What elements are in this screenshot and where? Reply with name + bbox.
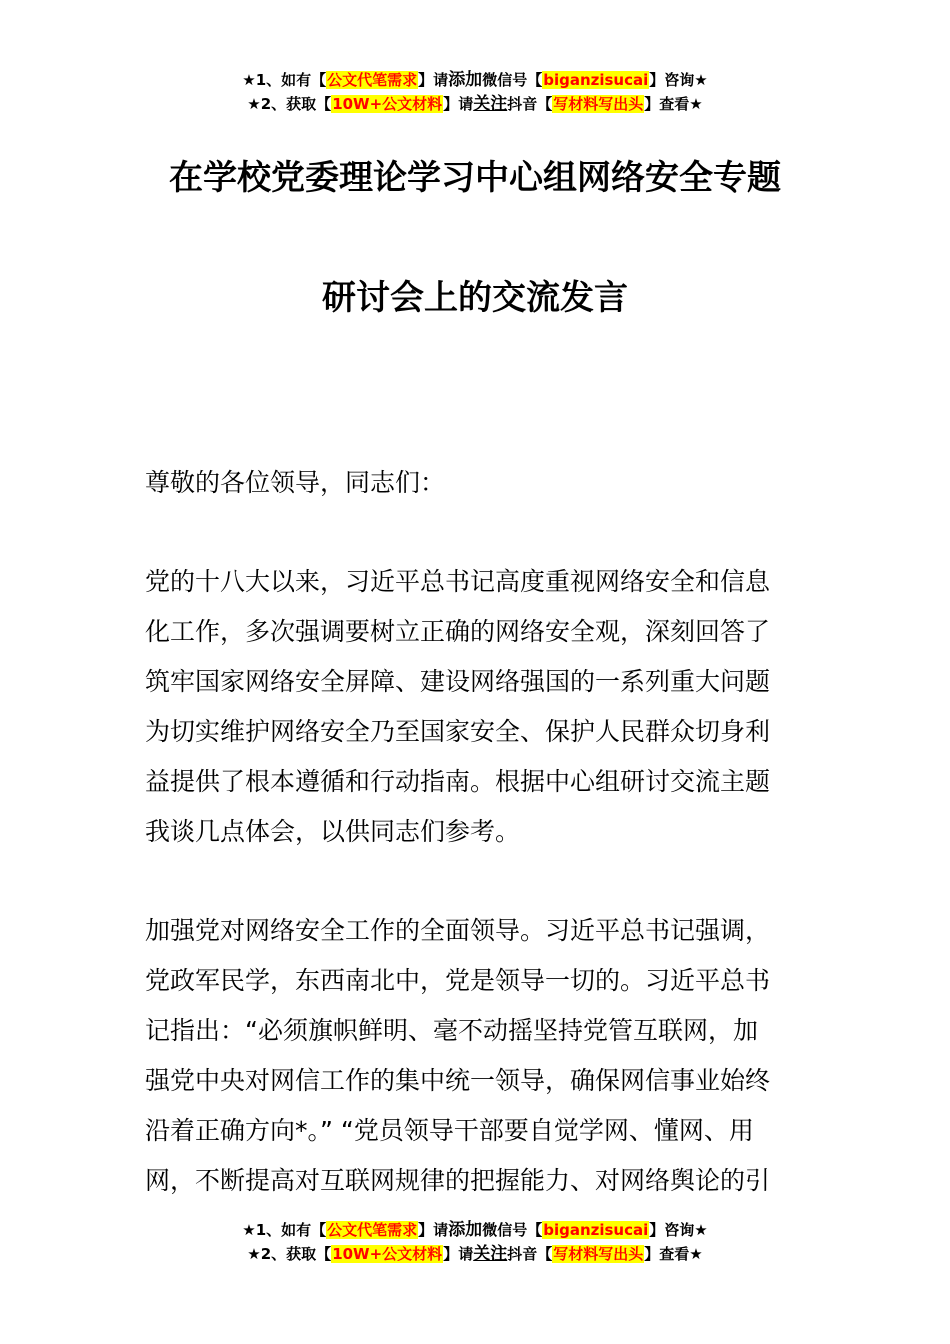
paragraph-line: 益提供了根本遵循和行动指南。根据中心组研讨交流主题: [145, 767, 771, 796]
paragraph-line: 网，不断提高对互联网规律的把握能力、对网络舆论的引: [145, 1166, 771, 1195]
promo-banner-top: [0, 69, 950, 117]
paragraph-line: 记指出：“必须旗帜鲜明、毫不动摇坚持党管互联网，加: [145, 1016, 758, 1045]
star-icon: ★: [689, 1245, 703, 1263]
promo-text: 】咨询: [649, 71, 695, 89]
document-title-line-1: 在学校党委理论学习中心组网络安全专题: [169, 158, 781, 198]
promo-line-2: [0, 1243, 950, 1267]
paragraph-1: [145, 557, 810, 857]
promo-text: 】请: [443, 95, 474, 113]
promo-line-2: [0, 93, 950, 117]
promo-text: 2、获取【: [260, 1245, 332, 1263]
highlight-service: 公文代笔需求: [327, 71, 418, 89]
star-icon: ★: [242, 71, 256, 89]
promo-text: 】请: [418, 1221, 449, 1239]
star-icon: ★: [694, 1221, 708, 1239]
highlight-service: 公文代笔需求: [327, 1221, 418, 1239]
promo-banner-bottom: [0, 1219, 950, 1267]
promo-emphasis: 关注: [473, 94, 508, 114]
promo-text: 抖音【: [507, 95, 553, 113]
paragraph-line: 我谈几点体会，以供同志们参考。: [145, 817, 521, 846]
promo-text: 】查看: [644, 95, 690, 113]
star-icon: ★: [689, 95, 703, 113]
paragraph-line: 强党中央对网信工作的集中统一领导，确保网信事业始终: [145, 1066, 771, 1095]
promo-text: 】请: [443, 1245, 474, 1263]
promo-text: 】请: [418, 71, 449, 89]
paragraph-line: 加强党对网络安全工作的全面领导。习近平总书记强调，: [145, 916, 771, 945]
highlight-wechat-id: biganzisucai: [543, 71, 649, 89]
star-icon: ★: [242, 1221, 256, 1239]
paragraph-line: 化工作，多次强调要树立正确的网络安全观，深刻回答了: [145, 617, 771, 646]
promo-emphasis: 添加: [448, 1220, 483, 1240]
promo-text: 1、如有【: [255, 71, 327, 89]
star-icon: ★: [694, 71, 708, 89]
paragraph-line: 党政军民学，东西南北中，党是领导一切的。习近平总书: [145, 966, 771, 995]
promo-text: 微信号【: [482, 1221, 543, 1239]
promo-text: 抖音【: [507, 1245, 553, 1263]
promo-emphasis: 关注: [473, 1244, 508, 1264]
promo-line-1: [0, 1219, 950, 1243]
document-title-line-2: 研讨会上的交流发言: [322, 278, 628, 318]
promo-text: 1、如有【: [255, 1221, 327, 1239]
promo-text: 2、获取【: [260, 95, 332, 113]
paragraph-line: 党的十八大以来，习近平总书记高度重视网络安全和信息: [145, 567, 771, 596]
greeting: 尊敬的各位领导，同志们：: [145, 468, 446, 497]
highlight-account: 写材料写出头: [553, 1245, 644, 1263]
promo-line-1: [0, 69, 950, 93]
promo-text: 微信号【: [482, 71, 543, 89]
highlight-materials: 10W+公文材料: [332, 1245, 443, 1263]
star-icon: ★: [247, 1245, 261, 1263]
paragraph-line: 沿着正确方向*。” “党员领导干部要自觉学网、懂网、用: [145, 1116, 754, 1145]
highlight-wechat-id: biganzisucai: [543, 1221, 649, 1239]
highlight-account: 写材料写出头: [553, 95, 644, 113]
promo-emphasis: 添加: [448, 70, 483, 90]
paragraph-2: [145, 906, 810, 1206]
promo-text: 】咨询: [649, 1221, 695, 1239]
highlight-materials: 10W+公文材料: [332, 95, 443, 113]
paragraph-line: 筑牢国家网络安全屏障、建设网络强国的一系列重大问题: [145, 667, 771, 696]
star-icon: ★: [247, 95, 261, 113]
promo-text: 】查看: [644, 1245, 690, 1263]
paragraph-line: 为切实维护网络安全乃至国家安全、保护人民群众切身利: [145, 717, 771, 746]
